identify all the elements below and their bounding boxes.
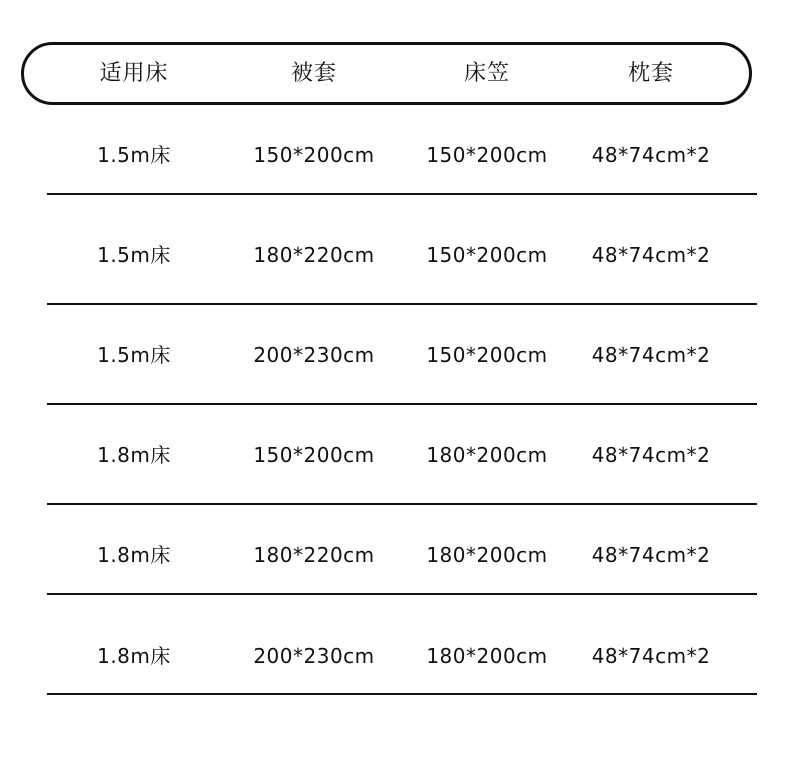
row-3-duvet-cover: 200*230cm <box>253 343 375 367</box>
row-divider <box>47 503 757 505</box>
row-divider <box>47 693 757 695</box>
row-divider <box>47 193 757 195</box>
row-divider <box>47 593 757 595</box>
row-6-fitted-sheet: 180*200cm <box>426 644 548 668</box>
row-5-fitted-sheet: 180*200cm <box>426 543 548 567</box>
row-3-fitted-sheet: 150*200cm <box>426 343 548 367</box>
row-2-bed-size: 1.5m床 <box>97 243 171 267</box>
row-4-pillowcase: 48*74cm*2 <box>591 443 711 467</box>
row-divider <box>47 303 757 305</box>
row-6-bed-size: 1.8m床 <box>97 644 171 668</box>
row-2-pillowcase: 48*74cm*2 <box>591 243 711 267</box>
row-3-pillowcase: 48*74cm*2 <box>591 343 711 367</box>
row-4-bed-size: 1.8m床 <box>97 443 171 467</box>
row-6-pillowcase: 48*74cm*2 <box>591 644 711 668</box>
row-5-pillowcase: 48*74cm*2 <box>591 543 711 567</box>
row-2-fitted-sheet: 150*200cm <box>426 243 548 267</box>
row-1-duvet-cover: 150*200cm <box>253 143 375 167</box>
row-6-duvet-cover: 200*230cm <box>253 644 375 668</box>
header-pillowcase: 枕套 <box>627 61 674 86</box>
row-5-bed-size: 1.8m床 <box>97 543 171 567</box>
row-5-duvet-cover: 180*220cm <box>253 543 375 567</box>
row-divider <box>47 403 757 405</box>
row-1-pillowcase: 48*74cm*2 <box>591 143 711 167</box>
row-1-fitted-sheet: 150*200cm <box>426 143 548 167</box>
row-2-duvet-cover: 180*220cm <box>253 243 375 267</box>
row-1-bed-size: 1.5m床 <box>97 143 171 167</box>
header-duvet-cover: 被套 <box>290 61 337 86</box>
row-3-bed-size: 1.5m床 <box>97 343 171 367</box>
header-fitted-sheet: 床笠 <box>463 61 510 86</box>
header-bed-size: 适用床 <box>99 61 169 86</box>
row-4-duvet-cover: 150*200cm <box>253 443 375 467</box>
row-4-fitted-sheet: 180*200cm <box>426 443 548 467</box>
